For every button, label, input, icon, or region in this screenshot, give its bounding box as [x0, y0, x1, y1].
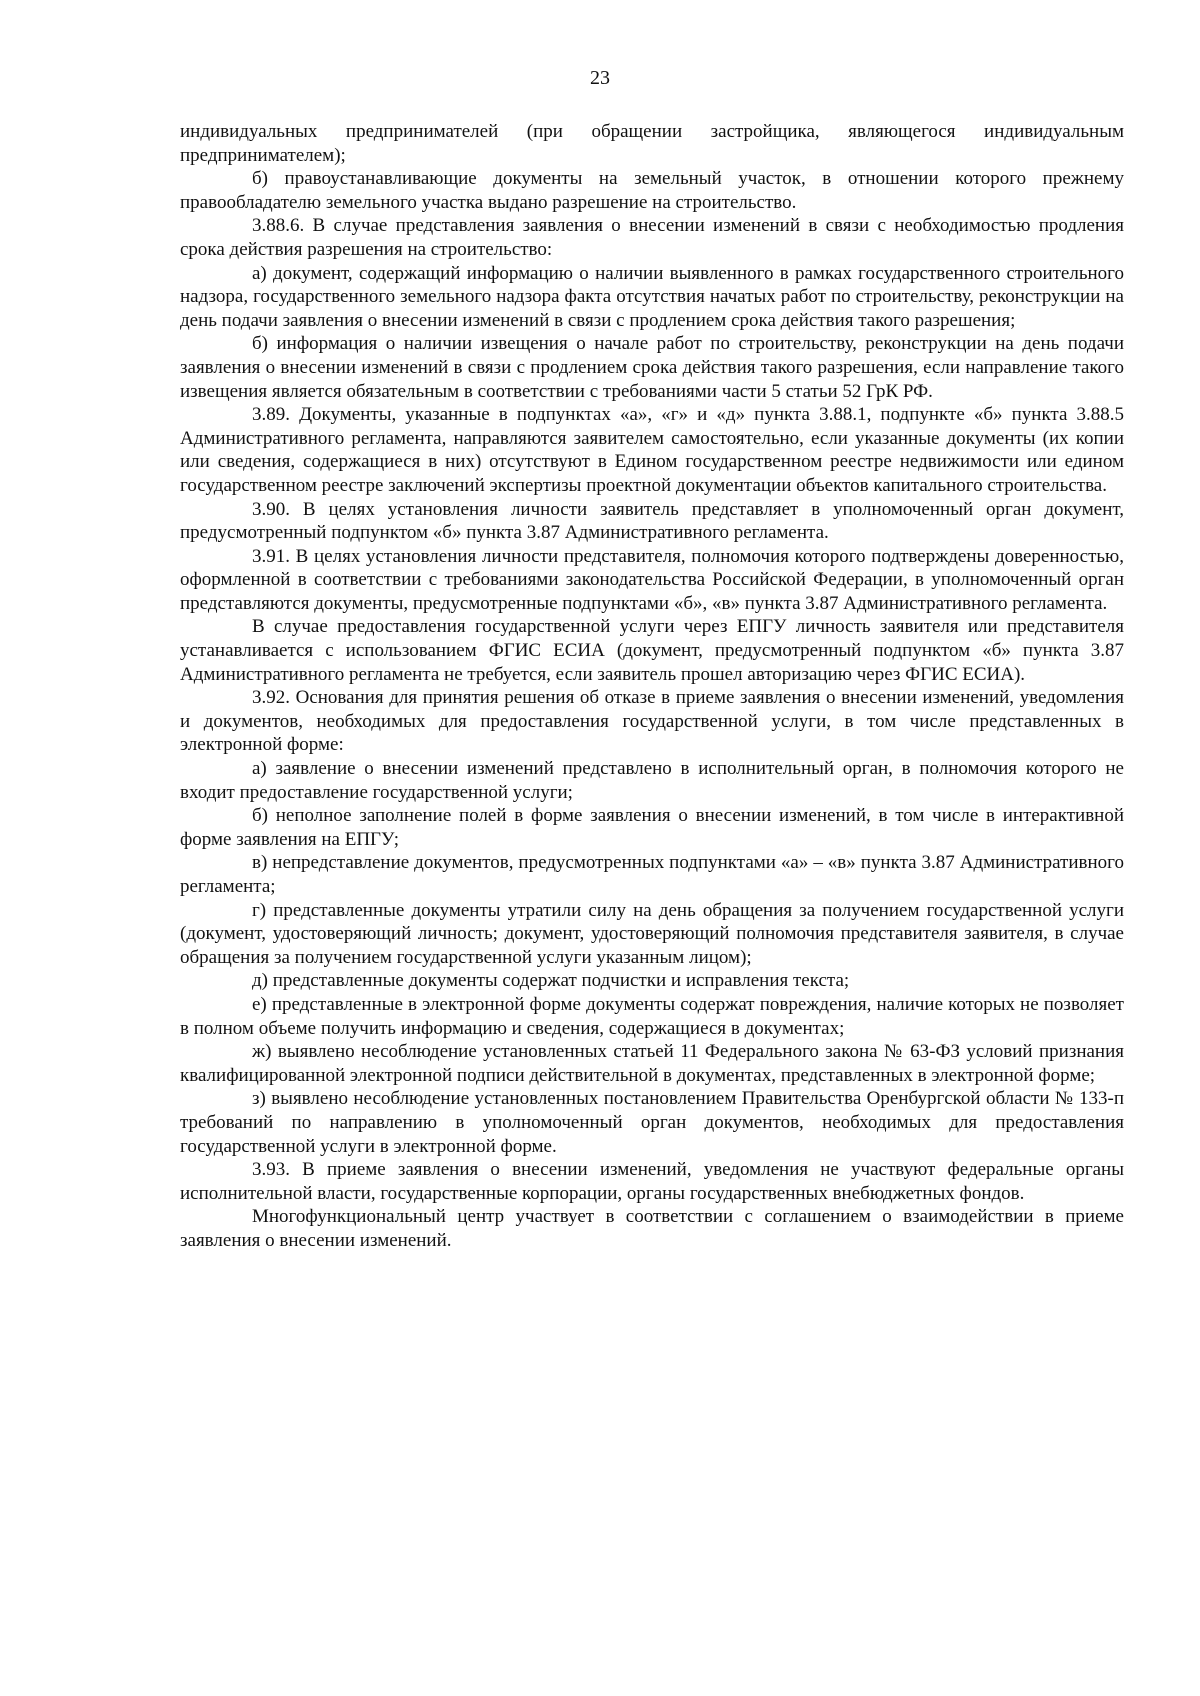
- paragraph: 3.93. В приеме заявления о внесении изменений, уведомления не участвуют федеральные органы исполнительной власти, государственные корпорации, органы государственных внебюджетных фондов.: [180, 1159, 1124, 1204]
- paragraph: 3.88.6. В случае представления заявления о внесении изменений в связи с необходимостью продления срока действия разрешения на строительство:: [180, 215, 1124, 260]
- paragraph: б) правоустанавливающие документы на земельный участок, в отношении которого прежнему правообладателю земельного участка выдано разрешение на строительство.: [180, 168, 1124, 213]
- paragraph: з) выявлено несоблюдение установленных постановлением Правительства Оренбургской области № 133-п требований по направлению в уполномоченный орган документов, необходимых для предоставления государственной услуги в электронной форме.: [180, 1088, 1124, 1157]
- paragraph: а) заявление о внесении изменений представлено в исполнительный орган, в полномочия которого не входит предоставление государственной услуги;: [180, 758, 1124, 803]
- paragraph: индивидуальных предпринимателей (при обращении застройщика, являющегося индивидуальным предпринимателем);: [180, 121, 1124, 166]
- paragraph: а) документ, содержащий информацию о наличии выявленного в рамках государственного строительного надзора, государственного земельного надзора факта отсутствия начатых работ по строительству, реконструкции на день подачи заявления о внесении изменений в связи с продлением срока действия такого разрешения;: [180, 262, 1124, 331]
- paragraph: г) представленные документы утратили силу на день обращения за получением государственной услуги (документ, удостоверяющий личность; документ, удостоверяющий полномочия представителя заявителя, в случае обращения за получением государственной услуги указанным лицом);: [180, 899, 1124, 968]
- paragraph: В случае предоставления государственной услуги через ЕПГУ личность заявителя или представителя устанавливается с использованием ФГИС ЕСИА (документ, предусмотренный подпунктом «б» пункта 3.87 Административного регламента не требуется, если заявитель прошел авторизацию через ФГИС ЕСИА).: [180, 616, 1124, 685]
- paragraph: д) представленные документы содержат подчистки и исправления текста;: [252, 970, 850, 992]
- paragraph: б) неполное заполнение полей в форме заявления о внесении изменений, в том числе в интерактивной форме заявления на ЕПГУ;: [180, 805, 1124, 850]
- paragraph: 3.92. Основания для принятия решения об отказе в приеме заявления о внесении изменений, уведомления и документов, необходимых для предоставления государственной услуги, в том числе представленных в электронной форме:: [180, 687, 1124, 756]
- page-number: 23: [590, 67, 610, 89]
- paragraph: Многофункциональный центр участвует в соответствии с соглашением о взаимодействии в приеме заявления о внесении изменений.: [180, 1206, 1124, 1251]
- paragraph: 3.89. Документы, указанные в подпунктах «а», «г» и «д» пункта 3.88.1, подпункте «б» пункта 3.88.5 Административного регламента, направляются заявителем самостоятельно, если указанные документы (их копии или сведения, содержащиеся в них) отсутствуют в Едином государственном реестре недвижимости или едином государственном реестре заключений экспертизы проектной документации объектов капитального строительства.: [180, 404, 1124, 496]
- paragraph: 3.91. В целях установления личности представителя, полномочия которого подтверждены доверенностью, оформленной в соответствии с требованиями законодательства Российской Федерации, в уполномоченный орган представляются документы, предусмотренные подпунктами «б», «в» пункта 3.87 Административного регламента.: [180, 545, 1124, 614]
- paragraph: в) непредставление документов, предусмотренных подпунктами «а» – «в» пункта 3.87 Административного регламента;: [180, 852, 1124, 897]
- paragraph: 3.90. В целях установления личности заявитель представляет в уполномоченный орган документ, предусмотренный подпунктом «б» пункта 3.87 Административного регламента.: [180, 498, 1124, 544]
- paragraph: б) информация о наличии извещения о начале работ по строительству, реконструкции на день подачи заявления о внесении изменений в связи с продлением срока действия такого разрешения, если направление такого извещения является обязательным в соответствии с требованиями части 5 статьи 52 ГрК РФ.: [180, 333, 1124, 402]
- document-body: [180, 120, 1124, 1253]
- paragraph: ж) выявлено несоблюдение установленных статьей 11 Федерального закона № 63-ФЗ условий признания квалифицированной электронной подписи действительной в документах, представленных в электронной форме;: [180, 1041, 1124, 1086]
- paragraph: е) представленные в электронной форме документы содержат повреждения, наличие которых не позволяет в полном объеме получить информацию и сведения, содержащиеся в документах;: [180, 993, 1124, 1039]
